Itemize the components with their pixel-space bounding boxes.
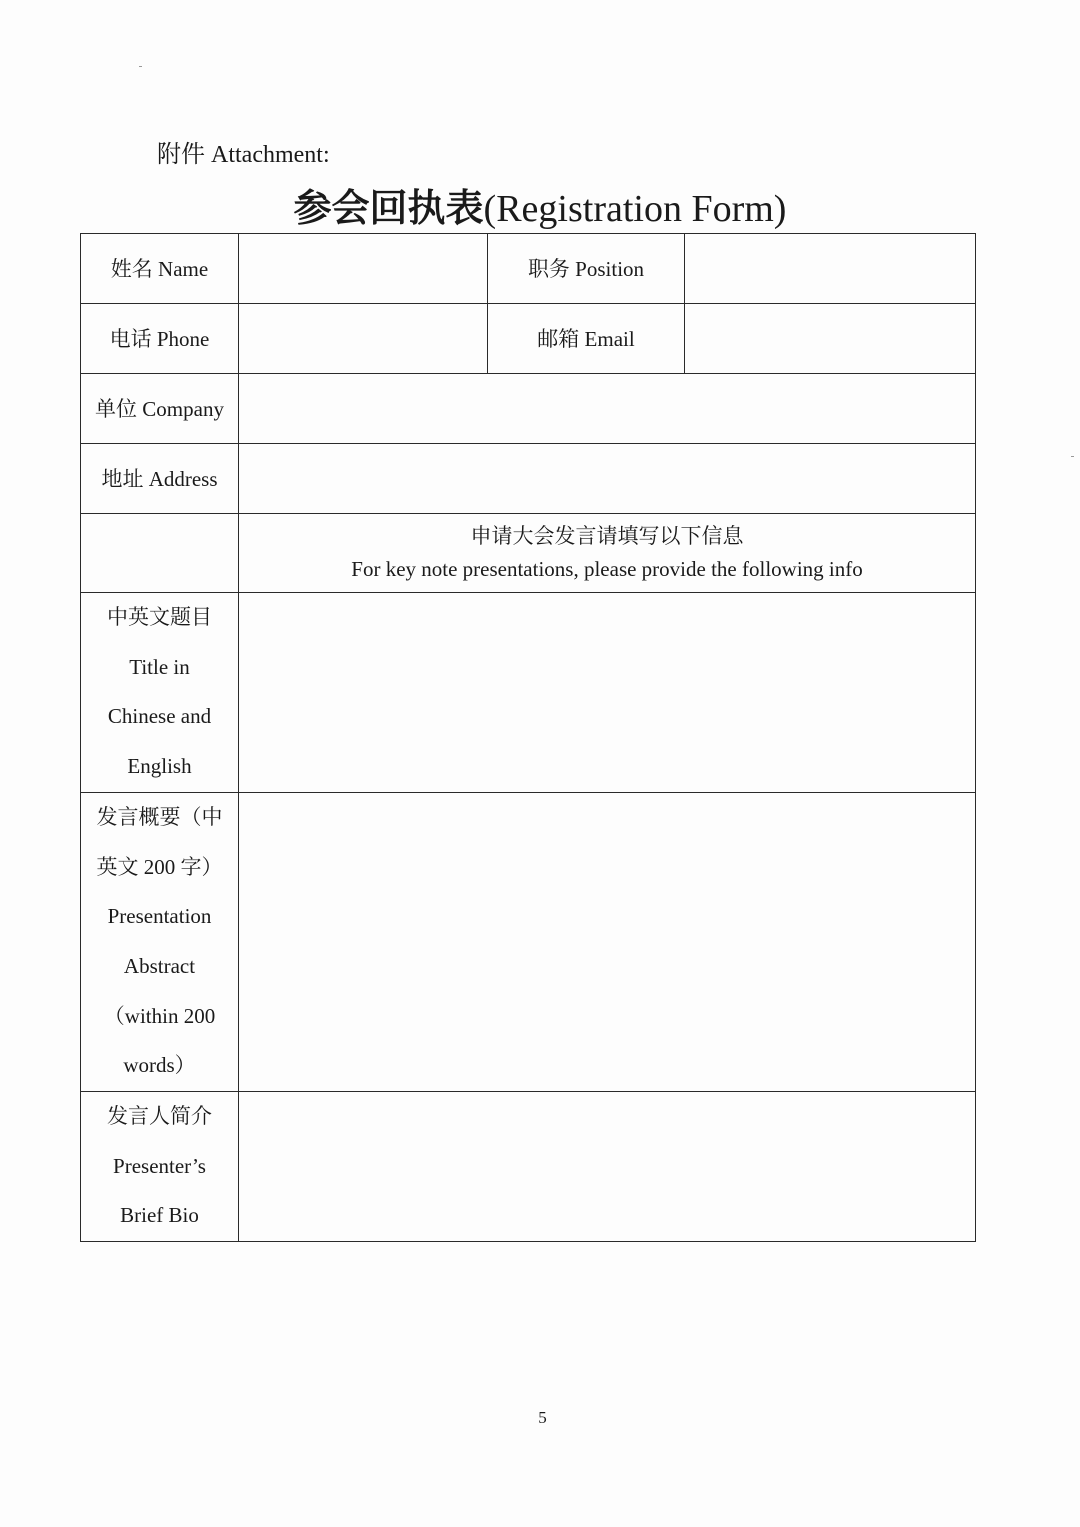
bio-label	[81, 1092, 239, 1242]
position-field[interactable]	[685, 234, 976, 304]
form-title-en: (Registration Form)	[483, 188, 787, 230]
abstract-label-line: Abstract	[123, 953, 196, 978]
abstract-label	[81, 792, 239, 1091]
address-field[interactable]	[239, 444, 976, 514]
registration-form	[80, 233, 976, 1242]
form-title	[0, 184, 1080, 234]
title-label-line: Title in	[129, 654, 190, 679]
email-label: 邮箱 Email	[488, 304, 685, 374]
scan-speck	[139, 66, 142, 67]
phone-label: 电话 Phone	[81, 304, 239, 374]
presentation-note-en: For key note presentations, please provide the following info	[351, 557, 863, 581]
phone-field[interactable]	[239, 304, 488, 374]
address-label: 地址 Address	[81, 444, 239, 514]
bio-label-line: Presenter’s	[113, 1153, 206, 1178]
title-label-line: 中英文题目	[107, 605, 212, 629]
abstract-label-line: Presentation	[107, 904, 212, 929]
bio-label-line: Brief Bio	[120, 1203, 199, 1228]
presentation-note	[239, 514, 976, 593]
email-field[interactable]	[685, 304, 976, 374]
title-label	[81, 593, 239, 793]
abstract-label-line: 发言概要（中	[96, 804, 223, 829]
name-field[interactable]	[239, 234, 488, 304]
bio-field[interactable]	[239, 1092, 976, 1242]
company-field[interactable]	[239, 374, 976, 444]
position-label: 职务 Position	[488, 234, 685, 304]
attachment-label: 附件 Attachment:	[157, 142, 330, 168]
title-field[interactable]	[239, 593, 976, 793]
note-blank-cell	[81, 514, 239, 593]
page-number: 5	[538, 1408, 547, 1427]
company-label: 单位 Company	[81, 374, 239, 444]
presentation-note-cn: 申请大会发言请填写以下信息	[470, 524, 744, 548]
title-label-line: English	[127, 754, 192, 779]
form-title-cn: 参会回执表	[293, 188, 484, 230]
bio-label-line: 发言人简介	[107, 1104, 212, 1129]
scan-speck	[1071, 456, 1074, 457]
abstract-label-line: 英文 200 字）	[96, 854, 223, 879]
abstract-field[interactable]	[239, 792, 976, 1091]
abstract-label-line: words）	[123, 1053, 196, 1078]
abstract-label-line: （within 200	[103, 1003, 216, 1028]
name-label: 姓名 Name	[81, 234, 239, 304]
title-label-line: Chinese and	[107, 704, 212, 729]
